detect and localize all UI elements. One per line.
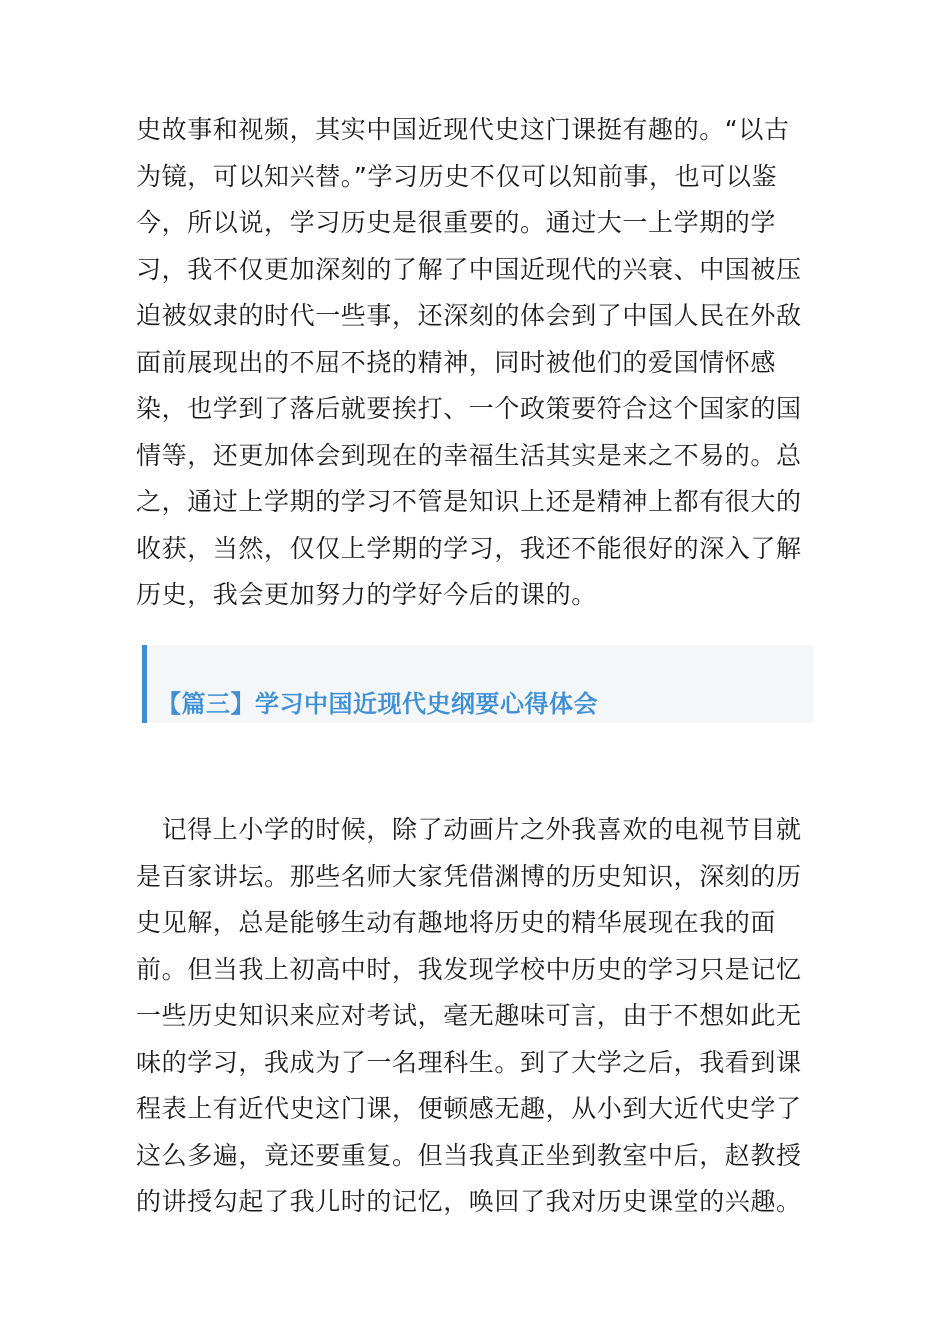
paragraph-line: 是百家讲坛。那些名师大家凭借渊博的历史知识，深刻的历: [136, 861, 802, 891]
paragraph-line: 历史，我会更加努力的学好今后的课的。: [136, 580, 597, 609]
paragraph-line: 迫被奴隶的时代一些事，还深刻的体会到了中国人民在外敌: [136, 301, 802, 330]
paragraph-line: 今，所以说，学习历史是很重要的。通过大一上学期的学: [136, 208, 777, 237]
section-heading-box: [142, 645, 814, 723]
paragraph-line: 史见解，总是能够生动有趣地将历史的精华展现在我的面: [136, 908, 777, 937]
paragraph-line: 记得上小学的时候，除了动画片之外我喜欢的电视节目就: [136, 815, 802, 844]
paragraph-line: 染，也学到了落后就要挨打、一个政策要符合这个国家的国: [136, 394, 802, 423]
body-paragraph-1: [136, 107, 806, 619]
paragraph-line: 前。但当我上初高中时，我发现学校中历史的学习只是记忆: [136, 954, 802, 984]
paragraph-line: 程表上有近代史这门课，便顿感无趣，从小到大近代史学了: [136, 1094, 802, 1123]
paragraph-line: 一些历史知识来应对考试，毫无趣味可言，由于不想如此无: [136, 1001, 802, 1030]
paragraph-line: 习，我不仅更加深刻的了解了中国近现代的兴衰、中国被压: [136, 254, 802, 284]
paragraph-line: 面前展现出的不屈不挠的精神，同时被他们的爱国情怀感: [136, 347, 777, 377]
paragraph-line: 之，通过上学期的学习不管是知识上还是精神上都有很大的: [136, 487, 802, 516]
paragraph-line: 为镜，可以知兴替。”学习历史不仅可以知前事，也可以鉴: [136, 161, 778, 191]
paragraph-line: 收获，当然，仅仅上学期的学习，我还不能很好的深入了解: [136, 533, 802, 563]
body-paragraph-2: [136, 807, 806, 1226]
paragraph-line: 这么多遍，竟还要重复。但当我真正坐到教室中后，赵教授: [136, 1140, 802, 1170]
paragraph-line: 情等，还更加体会到现在的幸福生活其实是来之不易的。总: [136, 440, 802, 470]
paragraph-line: 史故事和视频，其实中国近现代史这门课挺有趣的。“以古: [136, 115, 790, 144]
section-heading: 【篇三】学习中国近现代史纲要心得体会: [157, 690, 598, 718]
paragraph-line: 味的学习，我成为了一名理科生。到了大学之后，我看到课: [136, 1047, 802, 1077]
paragraph-line: 的讲授勾起了我儿时的记忆，唤回了我对历史课堂的兴趣。: [136, 1187, 802, 1216]
